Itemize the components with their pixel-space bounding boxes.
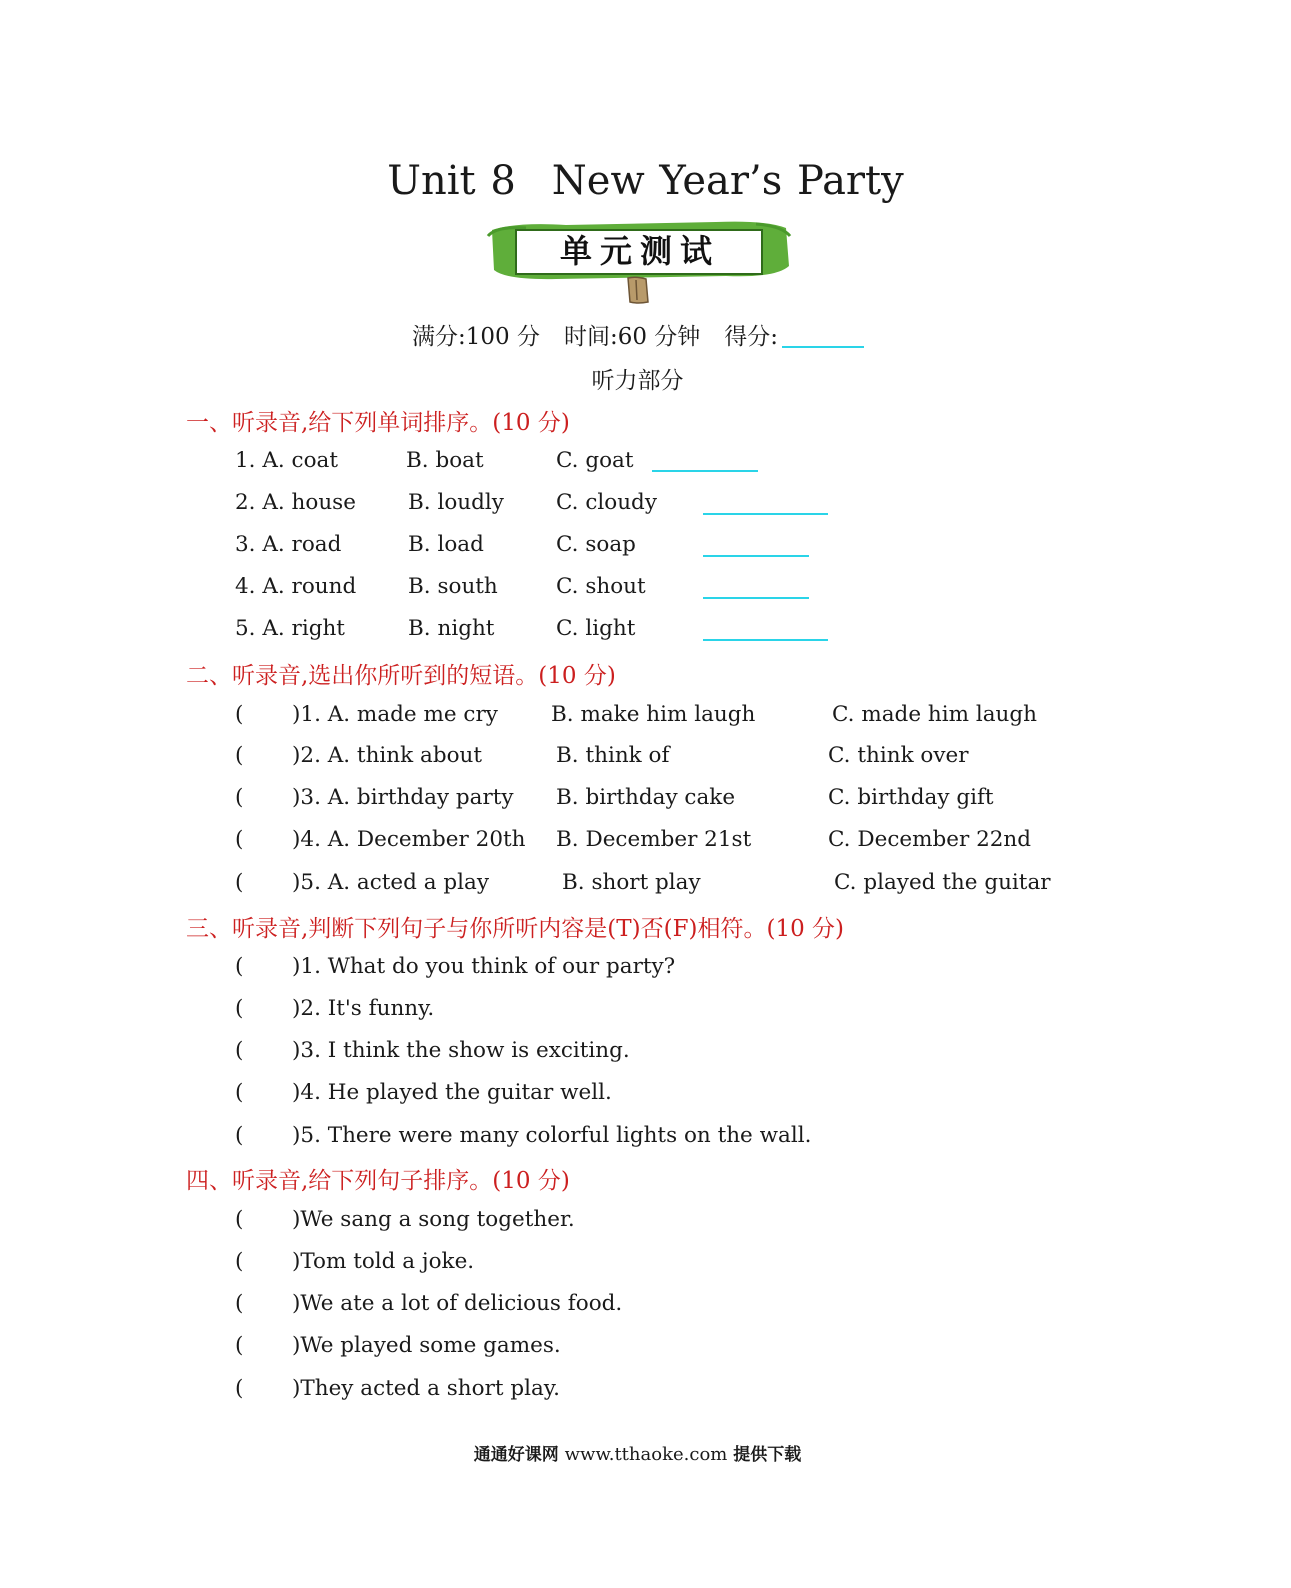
s2-item-1-b: B. make him laugh bbox=[551, 702, 756, 727]
s4-item-4-text: )We played some games. bbox=[292, 1333, 561, 1358]
s2-item-4-paren[interactable]: ( bbox=[235, 827, 244, 852]
footer-suffix: 提供下载 bbox=[733, 1445, 802, 1465]
s2-item-5-c: C. played the guitar bbox=[834, 870, 1051, 895]
s3-item-1-paren[interactable]: ( bbox=[235, 954, 244, 979]
s1-item-4-a: 4. A. round bbox=[235, 574, 357, 599]
s1-item-1-b: B. boat bbox=[406, 448, 484, 473]
s3-item-5-paren[interactable]: ( bbox=[235, 1123, 244, 1148]
s2-item-1-a: )1. A. made me cry bbox=[292, 702, 498, 727]
s3-item-1-text: )1. What do you think of our party? bbox=[292, 954, 676, 979]
s1-item-2-a: 2. A. house bbox=[235, 490, 356, 515]
badge-label: 单元测试 bbox=[559, 232, 720, 270]
score-line bbox=[412, 318, 864, 351]
s2-item-2-a: )2. A. think about bbox=[292, 743, 483, 768]
s4-item-3-text: )We ate a lot of delicious food. bbox=[292, 1291, 623, 1316]
s1-item-2-blank[interactable] bbox=[703, 513, 828, 515]
footer bbox=[0, 1440, 1275, 1465]
section-4-title: 四、听录音,给下列句子排序。(10 分) bbox=[186, 1168, 570, 1194]
s4-item-3-paren[interactable]: ( bbox=[235, 1291, 244, 1316]
s2-item-3-a: )3. A. birthday party bbox=[292, 785, 514, 810]
title-unit: Unit 8 bbox=[387, 158, 516, 204]
s4-item-2-paren[interactable]: ( bbox=[235, 1249, 244, 1274]
full-score: 满分:100 分 bbox=[412, 324, 540, 350]
s3-item-3-paren[interactable]: ( bbox=[235, 1038, 244, 1063]
s1-item-4-blank[interactable] bbox=[703, 597, 809, 599]
s2-item-1-c: C. made him laugh bbox=[832, 702, 1037, 727]
s2-item-2-b: B. think of bbox=[556, 743, 670, 768]
s2-item-5-paren[interactable]: ( bbox=[235, 870, 244, 895]
s2-item-3-paren[interactable]: ( bbox=[235, 785, 244, 810]
part-label: 听力部分 bbox=[591, 368, 684, 394]
score-label: 得分: bbox=[724, 324, 779, 350]
s1-item-1-blank[interactable] bbox=[652, 470, 758, 472]
s4-item-5-paren[interactable]: ( bbox=[235, 1376, 244, 1401]
score-blank[interactable] bbox=[782, 344, 864, 348]
s1-item-1-a: 1. A. coat bbox=[235, 448, 338, 473]
s2-item-5-a: )5. A. acted a play bbox=[292, 870, 490, 895]
s2-item-2-paren[interactable]: ( bbox=[235, 743, 244, 768]
s4-item-4-paren[interactable]: ( bbox=[235, 1333, 244, 1358]
time-limit: 时间:60 分钟 bbox=[563, 324, 701, 350]
s3-item-2-text: )2. It's funny. bbox=[292, 996, 435, 1021]
s4-item-1-text: )We sang a song together. bbox=[292, 1207, 575, 1232]
title-name: New Year’s Party bbox=[551, 158, 904, 204]
footer-site-name: 通通好课网 bbox=[473, 1445, 559, 1465]
footer-url[interactable]: www.tthaoke.com bbox=[564, 1444, 728, 1465]
section-1-title: 一、听录音,给下列单词排序。(10 分) bbox=[186, 410, 570, 436]
s1-item-4-c: C. shout bbox=[556, 574, 646, 599]
s2-item-4-c: C. December 22nd bbox=[828, 827, 1032, 852]
s3-item-3-text: )3. I think the show is exciting. bbox=[292, 1038, 630, 1063]
s2-item-5-b: B. short play bbox=[562, 870, 701, 895]
s2-item-2-c: C. think over bbox=[828, 743, 969, 768]
section-2-title: 二、听录音,选出你所听到的短语。(10 分) bbox=[186, 663, 616, 689]
s2-item-1-paren[interactable]: ( bbox=[235, 702, 244, 727]
s2-item-3-c: C. birthday gift bbox=[828, 785, 994, 810]
s1-item-5-blank[interactable] bbox=[703, 639, 828, 641]
s1-item-3-a: 3. A. road bbox=[235, 532, 342, 557]
section-3-title: 三、听录音,判断下列句子与你所听内容是(T)否(F)相符。(10 分) bbox=[186, 916, 845, 942]
s4-item-1-paren[interactable]: ( bbox=[235, 1207, 244, 1232]
s2-item-4-b: B. December 21st bbox=[556, 827, 752, 852]
s1-item-5-b: B. night bbox=[408, 616, 495, 641]
s1-item-5-a: 5. A. right bbox=[235, 616, 345, 641]
s4-item-2-text: )Tom told a joke. bbox=[292, 1249, 475, 1274]
s1-item-2-c: C. cloudy bbox=[556, 490, 657, 515]
s1-item-3-c: C. soap bbox=[556, 532, 636, 557]
s3-item-4-text: )4. He played the guitar well. bbox=[292, 1080, 612, 1105]
s2-item-4-a: )4. A. December 20th bbox=[292, 827, 526, 852]
s2-item-3-b: B. birthday cake bbox=[556, 785, 736, 810]
page-title bbox=[0, 158, 1291, 204]
s1-item-3-b: B. load bbox=[408, 532, 484, 557]
s1-item-5-c: C. light bbox=[556, 616, 636, 641]
s1-item-4-b: B. south bbox=[408, 574, 498, 599]
s4-item-5-text: )They acted a short play. bbox=[292, 1376, 560, 1401]
s1-item-3-blank[interactable] bbox=[703, 555, 809, 557]
s3-item-2-paren[interactable]: ( bbox=[235, 996, 244, 1021]
s1-item-1-c: C. goat bbox=[556, 448, 634, 473]
s3-item-5-text: )5. There were many colorful lights on the wall. bbox=[292, 1123, 812, 1148]
s3-item-4-paren[interactable]: ( bbox=[235, 1080, 244, 1105]
s1-item-2-b: B. loudly bbox=[408, 490, 504, 515]
